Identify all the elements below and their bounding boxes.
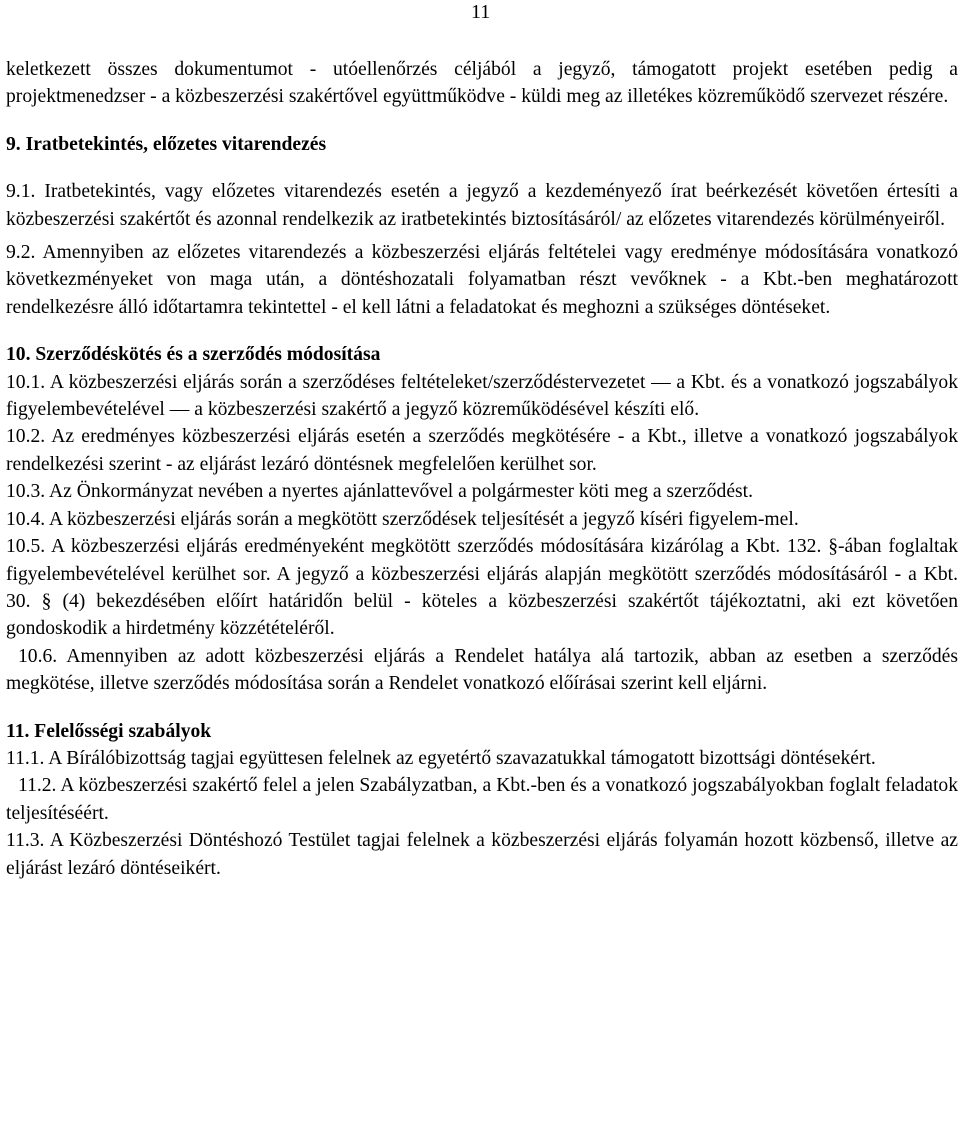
paragraph-11-2: 11.2. A közbeszerzési szakértő felel a jelen Szabályzatban, a Kbt.-ben és a vonatkozó jogszabályokban foglalt feladatok teljesítéséért. (6, 775, 958, 824)
paragraph-10-1: 10.1. A közbeszerzési eljárás során a szerződéses feltételeket/szerződéstervezetet — a Kbt. és a vonatkozó jogszabályok figyelembevételével — a közbeszerzési szakértő a jegyző közreműködésével készíti elő. (6, 371, 958, 421)
paragraph-continuation: keletkezett összes dokumentumot - utóellenőrzés céljából a jegyző, támogatott projekt esetében pedig a projektmenedzser - a közbeszerzési szakértővel együttműködve - küldi meg az illetékes közreműködő szervezet részére. (6, 59, 958, 108)
section-heading-10: 10. Szerződéskötés és a szerződés módosítása (6, 344, 381, 366)
section-heading-11: 11. Felelősségi szabályok (6, 720, 212, 742)
paragraph-10-4: 10.4. A közbeszerzési eljárás során a megkötött szerződések teljesítését a jegyző kíséri figyelem-mel. (6, 508, 799, 530)
page-number: 11 (471, 1, 491, 23)
paragraph-11-1: 11.1. A Bírálóbizottság tagjai együttesen felelnek az egyetértő szavazatukkal támogatott bizottsági döntésekért. (6, 747, 876, 769)
document-body (6, 56, 958, 882)
section-heading-9: 9. Iratbetekintés, előzetes vitarendezés (6, 133, 327, 155)
paragraph-9-2: 9.2. Amennyiben az előzetes vitarendezés a közbeszerzési eljárás feltételei vagy eredménye módosítására vonatkozó következményeket von maga után, a döntéshozatali folyamatban részt vevőknek - a Kbt.-ben meghatározott rendelkezésre álló időtartamra tekintettel - el kell látni a feladatokat és meghozni a szükséges döntéseket. (6, 242, 958, 318)
paragraph-10-2: 10.2. Az eredményes közbeszerzési eljárás esetén a szerződés megkötésére - a Kbt., illetve a vonatkozó jogszabályok rendelkezési szerint - az eljárást lezáró döntésnek megfelelően kerülhet sor. (6, 426, 958, 475)
paragraph-11-3: 11.3. A Közbeszerzési Döntéshozó Testület tagjai felelnek a közbeszerzési eljárás folyamán hozott közbenső, illetve az eljárást lezáró döntéseikért. (6, 830, 958, 879)
paragraph-10-6: 10.6. Amennyiben az adott közbeszerzési eljárás a Rendelet hatálya alá tartozik, abban az esetben a szerződés megkötése, illetve szerződés módosítása során a Rendelet vonatkozó előírásai szerint kell eljárni. (6, 645, 958, 695)
paragraph-10-5: 10.5. A közbeszerzési eljárás eredményeként megkötött szerződés módosítására kizárólag a Kbt. 132. §-ában foglaltak figyelembevételével kerülhet sor. A jegyző a közbeszerzési eljárás alapján megkötött szerződés módosításáról - a Kbt. 30. § (4) bekezdésében előírt határidőn belül - köteles a közbeszerzési szakértőt tájékoztatni, aki ezt követően gondoskodik a hirdetmény közzétételéről. (6, 536, 958, 640)
paragraph-10-3: 10.3. Az Önkormányzat nevében a nyertes ajánlattevővel a polgármester köti meg a szerződést. (6, 481, 754, 503)
paragraph-9-1: 9.1. Iratbetekintés, vagy előzetes vitarendezés esetén a jegyző a kezdeményező írat beérkezését követően értesíti a közbeszerzési szakértőt és azonnal rendelkezik az iratbetekintés biztosításáról/ az előzetes vitarendezés körülményeiről. (6, 181, 958, 230)
